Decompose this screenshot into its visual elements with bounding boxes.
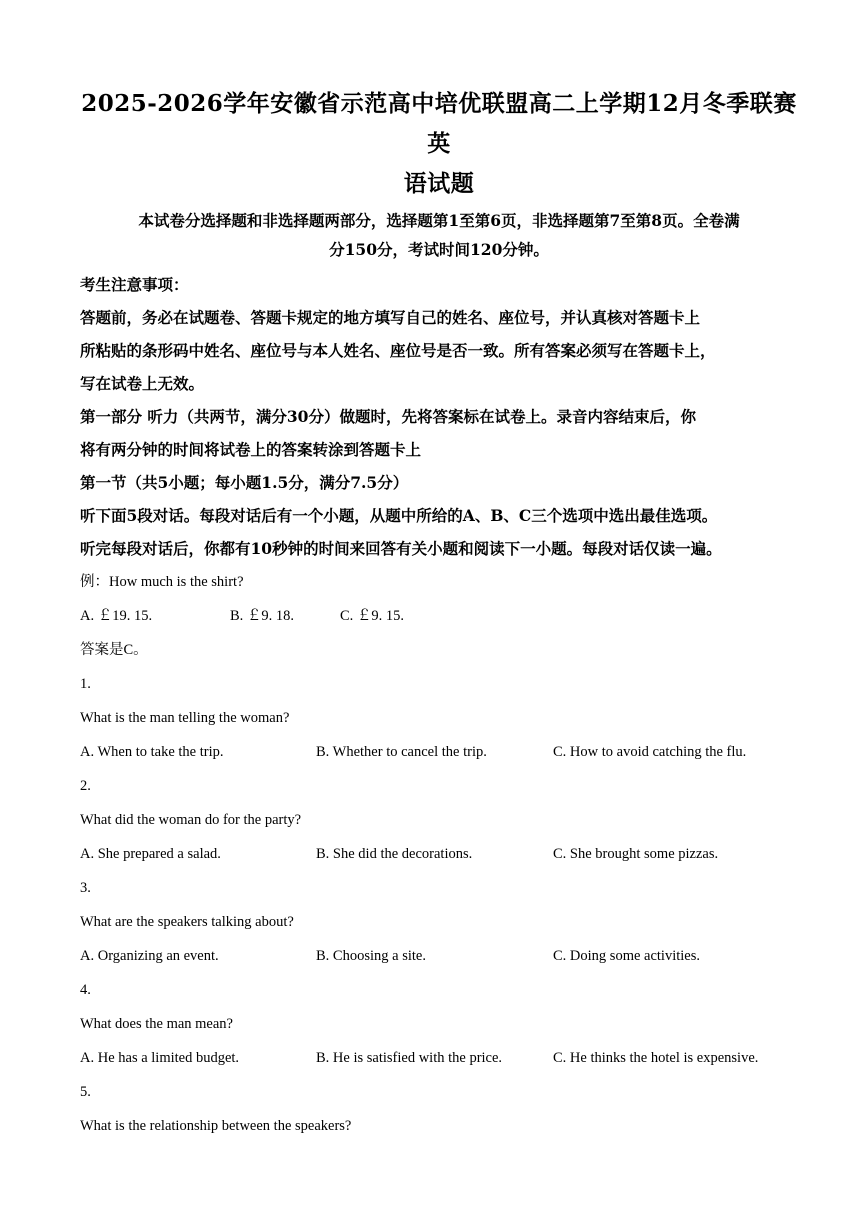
directions-line-1: 听下面5段对话。每段对话后有一个小题，从题中所给的A、B、C三个选项中选出最佳选项。 xyxy=(80,506,718,525)
question-stem: What does the man mean? xyxy=(80,1016,233,1032)
example-answer: 答案是C。 xyxy=(80,642,148,658)
part1-line-1: 第一部分 听力（共两节，满分30分）做题时，先将答案标在试卷上。录音内容结束后，你 xyxy=(80,407,696,426)
question-options xyxy=(80,939,798,973)
option-a: A. Organizing an event. xyxy=(80,948,219,964)
option-b: B. Whether to cancel the trip. xyxy=(316,744,487,760)
option-a: A. When to take the trip. xyxy=(80,744,224,760)
title-line-1: 2025-2026学年安徽省示范高中培优联盟高二上学期12月冬季联赛英 xyxy=(81,90,797,157)
question-1 xyxy=(80,667,798,769)
option-c: C. He thinks the hotel is expensive. xyxy=(553,1050,759,1066)
question-3 xyxy=(80,871,798,973)
question-stem: What are the speakers talking about? xyxy=(80,914,294,930)
notes-line-1: 答题前，务必在试题卷、答题卡规定的地方填写自己的姓名、座位号，并认真核对答题卡上 xyxy=(80,308,701,327)
part1-instructions xyxy=(80,400,798,466)
example-option-c: C. ￡9. 15. xyxy=(340,608,405,624)
question-number: 5. xyxy=(80,1084,91,1100)
question-5 xyxy=(80,1075,798,1143)
notes-body xyxy=(80,301,798,400)
question-2 xyxy=(80,769,798,871)
question-number: 3. xyxy=(80,880,91,896)
option-a: A. He has a limited budget. xyxy=(80,1050,240,1066)
option-b: B. He is satisfied with the price. xyxy=(316,1050,503,1066)
example-option-b: B. ￡9. 18. xyxy=(230,608,295,624)
question-4 xyxy=(80,973,798,1075)
example-option-a: A. ￡19. 15. xyxy=(80,608,153,624)
option-b: B. She did the decorations. xyxy=(316,846,473,862)
directions-line-2: 听完每段对话后，你都有10秒钟的时间来回答有关小题和阅读下一小题。每段对话仅读一遍。 xyxy=(80,539,722,558)
option-c: C. Doing some activities. xyxy=(553,948,700,964)
option-c: C. She brought some pizzas. xyxy=(553,846,719,862)
document-title xyxy=(80,0,798,204)
question-stem: What is the relationship between the speakers? xyxy=(80,1118,352,1134)
notes-heading: 考生注意事项： xyxy=(80,275,189,294)
question-options xyxy=(80,735,798,769)
notes-line-2: 所粘贴的条形码中姓名、座位号与本人姓名、座位号是否一致。所有答案必须写在答题卡上， xyxy=(80,341,716,360)
notes-line-3: 写在试卷上无效。 xyxy=(80,374,205,393)
option-c: C. How to avoid catching the flu. xyxy=(553,744,747,760)
question-number: 2. xyxy=(80,778,91,794)
question-options xyxy=(80,1041,798,1075)
option-a: A. She prepared a salad. xyxy=(80,846,221,862)
intro-line-1: 本试卷分选择题和非选择题两部分，选择题第1至第6页，非选择题第7至第8页。全卷满 xyxy=(138,211,740,230)
section1-heading: 第一节（共5小题；每小题1.5分，满分7.5分） xyxy=(80,473,409,492)
section1-directions xyxy=(80,499,798,565)
example-options xyxy=(80,599,798,633)
question-options xyxy=(80,837,798,871)
question-number: 1. xyxy=(80,676,91,692)
option-b: B. Choosing a site. xyxy=(316,948,426,964)
part1-line-2: 将有两分钟的时间将试卷上的答案转涂到答题卡上 xyxy=(80,440,422,459)
intro-line-2: 分150分，考试时间120分钟。 xyxy=(329,240,549,259)
title-line-2: 语试题 xyxy=(403,170,475,197)
example-question: 例：How much is the shirt? xyxy=(80,574,244,590)
question-stem: What is the man telling the woman? xyxy=(80,710,290,726)
question-number: 4. xyxy=(80,982,91,998)
exam-intro xyxy=(80,204,798,264)
question-stem: What did the woman do for the party? xyxy=(80,812,302,828)
